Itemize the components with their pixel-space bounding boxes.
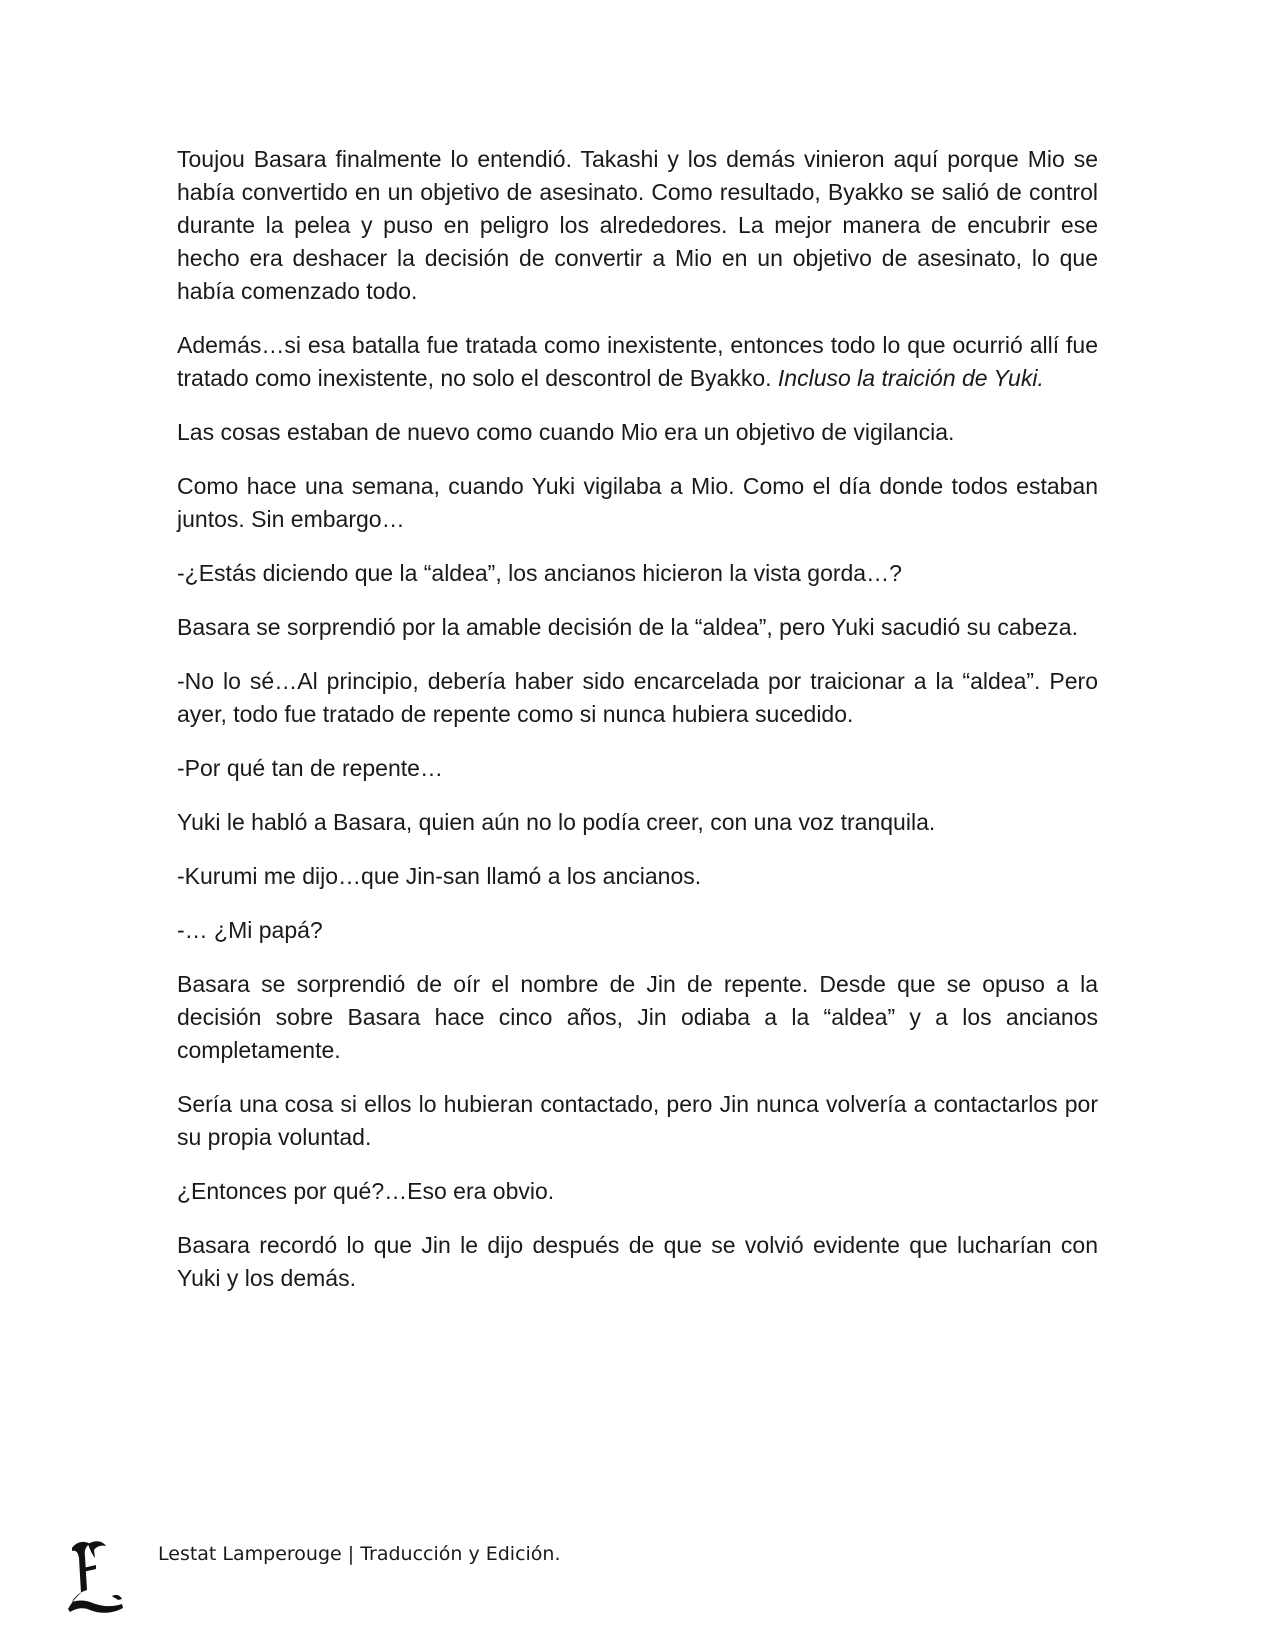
- paragraph-2: [177, 329, 1098, 395]
- footer-credit: Lestat Lamperouge | Traducción y Edición.: [158, 1543, 561, 1565]
- paragraph-5: -¿Estás diciendo que la “aldea”, los ancianos hicieron la vista gorda…?: [177, 560, 902, 586]
- gothic-letter-L-icon: [66, 1538, 126, 1614]
- paragraph-1: Toujou Basara finalmente lo entendió. Takashi y los demás vinieron aquí porque Mio se había convertido en un objetivo de asesinato. Como resultado, Byakko se salió de control durante la pelea y puso en peligro los alrededores. La mejor manera de encubrir ese hecho era deshacer la decisión de convertir a Mio en un objetivo de asesinato, lo que había comenzado todo.: [177, 146, 1098, 304]
- paragraph-6: Basara se sorprendió por la amable decisión de la “aldea”, pero Yuki sacudió su cabeza.: [177, 614, 1078, 640]
- paragraph-3: Las cosas estaban de nuevo como cuando Mio era un objetivo de vigilancia.: [177, 419, 955, 445]
- paragraph-14: ¿Entonces por qué?…Eso era obvio.: [177, 1178, 555, 1204]
- page-body: [177, 143, 1098, 1316]
- paragraph-2-italic: Incluso la traición de Yuki.: [777, 365, 1044, 391]
- paragraph-10: -Kurumi me dijo…que Jin-san llamó a los ancianos.: [177, 863, 702, 889]
- paragraph-9: Yuki le habló a Basara, quien aún no lo podía creer, con una voz tranquila.: [177, 809, 936, 835]
- paragraph-2-text: Además…si esa batalla fue tratada como inexistente, entonces todo lo que ocurrió allí fue tratado como inexistente, no solo el descontrol de Byakko.: [177, 332, 1098, 391]
- paragraph-7: -No lo sé…Al principio, debería haber sido encarcelada por traicionar a la “aldea”. Pero ayer, todo fue tratado de repente como si nunca hubiera sucedido.: [177, 668, 1098, 727]
- paragraph-13: Sería una cosa si ellos lo hubieran contactado, pero Jin nunca volvería a contactarlos por su propia voluntad.: [177, 1091, 1098, 1150]
- paragraph-8: -Por qué tan de repente…: [177, 755, 443, 781]
- paragraph-11: -… ¿Mi papá?: [177, 917, 323, 943]
- paragraph-4: Como hace una semana, cuando Yuki vigilaba a Mio. Como el día donde todos estaban juntos. Sin embargo…: [177, 473, 1098, 532]
- paragraph-15: Basara recordó lo que Jin le dijo después de que se volvió evidente que lucharían con Yuki y los demás.: [177, 1232, 1098, 1291]
- paragraph-12: Basara se sorprendió de oír el nombre de Jin de repente. Desde que se opuso a la decisión sobre Basara hace cinco años, Jin odiaba a la “aldea” y a los ancianos completamente.: [177, 971, 1098, 1063]
- page-footer: [66, 1538, 766, 1618]
